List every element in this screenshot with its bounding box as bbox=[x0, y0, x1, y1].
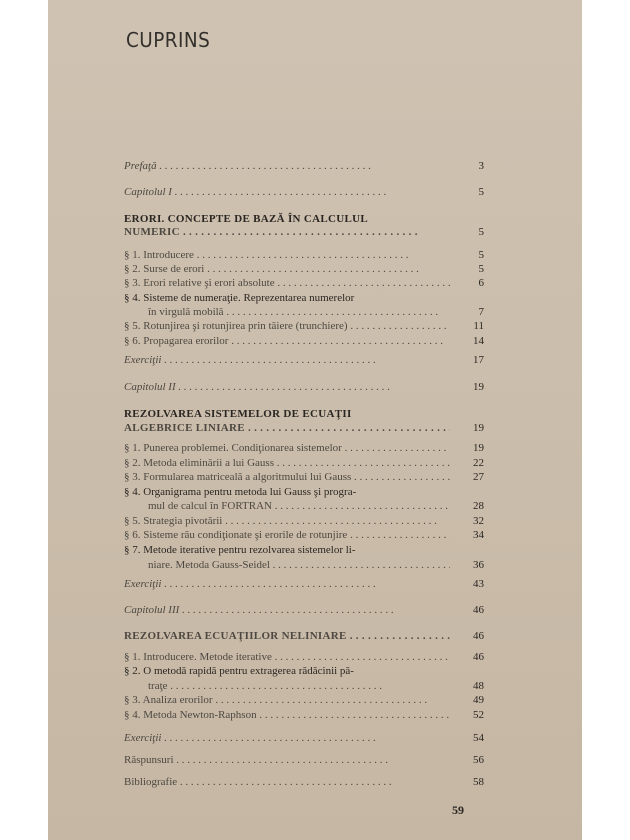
toc-entry-title: Exerciţii bbox=[124, 578, 162, 590]
toc-entry-page: 48 bbox=[473, 680, 484, 692]
toc-entry-title: niare. Metoda Gauss-Seidel bbox=[148, 559, 270, 571]
toc-heading-line: § 7. Metode iterative pentru rezolvarea sistemelor li- bbox=[124, 544, 356, 556]
toc-heading-line: § 4. Organigrama pentru metoda lui Gauss şi progra- bbox=[124, 486, 357, 498]
toc-entry-page: 7 bbox=[478, 306, 484, 318]
toc-entry-title: Capitolul III bbox=[124, 604, 180, 616]
toc-entry-page: 46 bbox=[473, 630, 484, 642]
toc-entry-title: Exerciţii bbox=[124, 732, 162, 744]
toc-entry-page: 19 bbox=[473, 422, 484, 434]
toc-entry-title: § 3. Analiza erorilor bbox=[124, 694, 213, 706]
toc-entry-page: 52 bbox=[473, 709, 484, 721]
toc-entry-page: 46 bbox=[473, 604, 484, 616]
toc-entry-page: 14 bbox=[473, 335, 484, 347]
toc-entry-page: 6 bbox=[478, 277, 484, 289]
toc-entry-title: în virgulă mobilă bbox=[148, 306, 224, 318]
toc-heading-line: § 2. O metodă rapidă pentru extragerea rădăcinii pă- bbox=[124, 665, 354, 677]
toc-entry-title: § 2. Metoda eliminării a lui Gauss bbox=[124, 457, 274, 469]
toc-entry-page: 58 bbox=[473, 776, 484, 788]
toc-entry-page: 46 bbox=[473, 651, 484, 663]
page-number: 59 bbox=[452, 803, 464, 817]
toc-entry-page: 17 bbox=[473, 354, 484, 366]
toc-entry-title: § 6. Propagarea erorilor bbox=[124, 335, 229, 347]
toc-entry-title: Capitolul II bbox=[124, 381, 176, 393]
toc-entry-title: § 6. Sisteme rău condiţionate şi erorile de rotunjire bbox=[124, 529, 348, 541]
toc-entry-title: Prefaţă bbox=[124, 160, 157, 172]
toc-entry-page: 27 bbox=[473, 471, 484, 483]
toc-entry-title: § 4. Metoda Newton-Raphson bbox=[124, 709, 257, 721]
toc-entry-title: § 3. Formularea matriceală a algoritmului lui Gauss bbox=[124, 471, 352, 483]
page-title: CUPRINS bbox=[126, 28, 211, 52]
toc-entry-page: 3 bbox=[478, 160, 484, 172]
toc-entry-page: 5 bbox=[478, 186, 484, 198]
toc-entry-title: § 2. Surse de erori bbox=[124, 263, 205, 275]
toc-entry-page: 22 bbox=[473, 457, 484, 469]
toc-entry-title: § 1. Introducere. Metode iterative bbox=[124, 651, 272, 663]
toc-heading-line: REZOLVAREA SISTEMELOR DE ECUAŢII bbox=[124, 408, 352, 420]
toc-entry-page: 32 bbox=[473, 515, 484, 527]
toc-entry-title: § 1. Introducere bbox=[124, 249, 194, 261]
toc-entry-page: 5 bbox=[478, 263, 484, 275]
toc-entry-page: 19 bbox=[473, 442, 484, 454]
toc-entry-title: REZOLVAREA ECUAŢIILOR NELINIARE bbox=[124, 630, 347, 642]
toc-entry-title: ALGEBRICE LINIARE bbox=[124, 422, 245, 434]
toc-entry-page: 54 bbox=[473, 732, 484, 744]
toc-heading-line: § 4. Sisteme de numeraţie. Reprezentarea numerelor bbox=[124, 292, 355, 304]
toc-entry-title: Răspunsuri bbox=[124, 754, 174, 766]
toc-entry-page: 49 bbox=[473, 694, 484, 706]
toc-entry-page: 28 bbox=[473, 500, 484, 512]
toc-entry-title: Bibliografie bbox=[124, 776, 178, 788]
toc-entry-title: Capitolul I bbox=[124, 186, 172, 198]
toc-entry-page: 11 bbox=[473, 320, 484, 332]
toc-entry-page: 36 bbox=[473, 559, 484, 571]
toc-entry-page: 43 bbox=[473, 578, 484, 590]
toc-entry-page: 19 bbox=[473, 381, 484, 393]
toc-entry-title: Exerciţii bbox=[124, 354, 162, 366]
toc-entry-title: mul de calcul în FORTRAN bbox=[148, 500, 272, 512]
toc-entry-title: § 1. Punerea problemei. Condiţionarea sistemelor bbox=[124, 442, 342, 454]
toc-entry-title: § 3. Erori relative şi erori absolute bbox=[124, 277, 275, 289]
toc-entry-title: NUMERIC bbox=[124, 226, 180, 238]
toc-heading-line: ERORI. CONCEPTE DE BAZĂ ÎN CALCULUL bbox=[124, 213, 368, 225]
toc-entry-page: 5 bbox=[478, 249, 484, 261]
toc-entry-title: § 5. Strategia pivotării bbox=[124, 515, 223, 527]
toc-entry-page: 34 bbox=[473, 529, 484, 541]
toc-entry-title: § 5. Rotunjirea şi rotunjirea prin tăiere (trunchiere) bbox=[124, 320, 348, 332]
toc-entry-page: 5 bbox=[478, 226, 484, 238]
toc-entry-page: 56 bbox=[473, 754, 484, 766]
toc-entry-title: traţe bbox=[148, 680, 168, 692]
